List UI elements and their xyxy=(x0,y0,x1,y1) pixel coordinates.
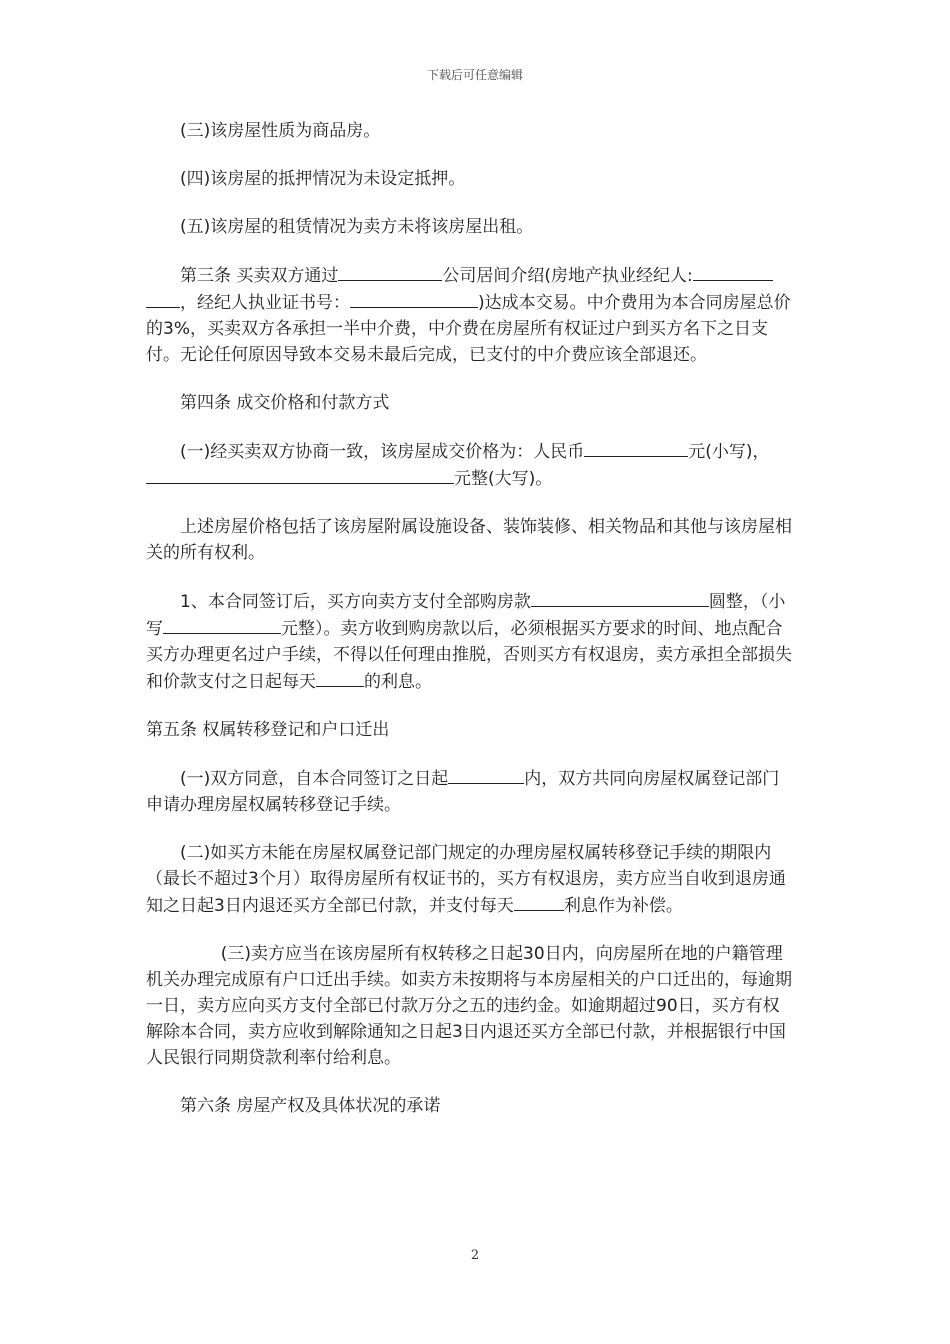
page-header: 下载后可任意编辑 xyxy=(426,68,523,82)
article-4-heading: 第四条 成交价格和付款方式 xyxy=(180,393,390,413)
page-number: 2 xyxy=(470,1248,480,1263)
registration-period-blank[interactable] xyxy=(448,765,524,784)
agency-company-blank[interactable] xyxy=(338,262,442,281)
price-text-c: 元整(大写)。 xyxy=(454,469,553,489)
household-registration-paragraph: (三)卖方应当在该房屋所有权转移之日起30日内，向房屋所在地的户籍管理机关办理完成原有户口迁出手续。如卖方未按期将与本房屋相关的户口迁出的，每逾期一日，卖方应向买方支付全部已付款万分之五的违约金。如逾期超过90日，买方有权解除本合同，卖方应收到解除通知之日起3日内退还买方全部已付款，并根据银行中国人民银行同期贷款利率付给利息。 xyxy=(146,944,792,1068)
paragraph-mortgage-status: (四)该房屋的抵押情况为未设定抵押。 xyxy=(180,169,466,189)
transfer-text-a: (一)双方同意，自本合同签订之日起 xyxy=(180,769,449,789)
agent-name-blank-part1[interactable] xyxy=(693,262,773,281)
certificate-number-blank[interactable] xyxy=(350,289,478,308)
payment-paragraph xyxy=(146,588,796,695)
article-3-text-c: ，经纪人执业证书号： xyxy=(180,293,350,313)
buyer-refund-paragraph xyxy=(146,840,796,919)
refund-interest-blank[interactable] xyxy=(514,892,564,911)
price-words-blank[interactable] xyxy=(146,465,454,484)
refund-text-a: (二)如买方未能在房屋权属登记部门规定的办理房屋权属转移登记手续的期限内（最长不超过3个月）取得房屋所有权证书的，买方有权退房，卖方应当自收到退房通知之日起3日内退还买方全部已付款，并支付每天 xyxy=(146,843,786,916)
price-paragraph xyxy=(146,438,796,492)
article-3-text-b: 公司居间介绍(房地产执业经纪人: xyxy=(442,266,693,286)
agent-name-blank-part2[interactable] xyxy=(146,289,180,308)
paragraph-lease-status: (五)该房屋的租赁情况为卖方未将该房屋出租。 xyxy=(180,217,534,237)
article-3-text-a: 第三条 买卖双方通过 xyxy=(180,266,339,286)
daily-interest-blank[interactable] xyxy=(316,668,364,687)
payment-text-b: 圆整，（小写 xyxy=(146,592,786,639)
article-6-heading: 第六条 房屋产权及具体状况的承诺 xyxy=(180,1096,441,1116)
article-3-text-d: )达成本交易。中介费用为本合同房屋总价的3%，买卖双方各承担一半中介费，中介费在房屋所有权证过户到买方名下之日支付。无论任何原因导致本交易未最后完成，已支付的中介费应该全部退还。 xyxy=(146,293,791,365)
paragraph-property-nature: (三)该房屋性质为商品房。 xyxy=(180,121,381,141)
article-5-heading: 第五条 权属转移登记和户口迁出 xyxy=(146,720,390,740)
payment-text-a: 1、本合同签订后，买方向卖方支付全部购房款 xyxy=(180,592,531,612)
payment-text-c: 元整）。卖方收到购房款以后，必须根据买方要求的时间、地点配合买方办理更名过户手续，不得以任何理由推脱，否则买方有权退房，卖方承担全部损失和价款支付之日起每天 xyxy=(146,619,792,692)
price-scope-paragraph: 上述房屋价格包括了该房屋附属设施设备、装饰装修、相关物品和其他与该房屋相关的所有权利。 xyxy=(146,517,792,563)
price-text-a: (一)经买卖双方协商一致，该房屋成交价格为：人民币 xyxy=(180,442,585,462)
price-numeric-blank[interactable] xyxy=(584,438,688,457)
transfer-text-b: 内，双方共同向房屋权属登记部门申请办理房屋权属转移登记手续。 xyxy=(146,769,780,815)
payment-numeric-blank[interactable] xyxy=(163,615,281,634)
payment-text-d: 的利息。 xyxy=(364,672,432,692)
price-text-b: 元(小写)， xyxy=(688,442,770,462)
article-3-paragraph xyxy=(146,262,796,368)
document-body xyxy=(146,118,796,1119)
payment-amount-blank[interactable] xyxy=(531,588,709,607)
refund-text-b: 利息作为补偿。 xyxy=(563,896,683,916)
transfer-registration-paragraph xyxy=(146,765,796,818)
